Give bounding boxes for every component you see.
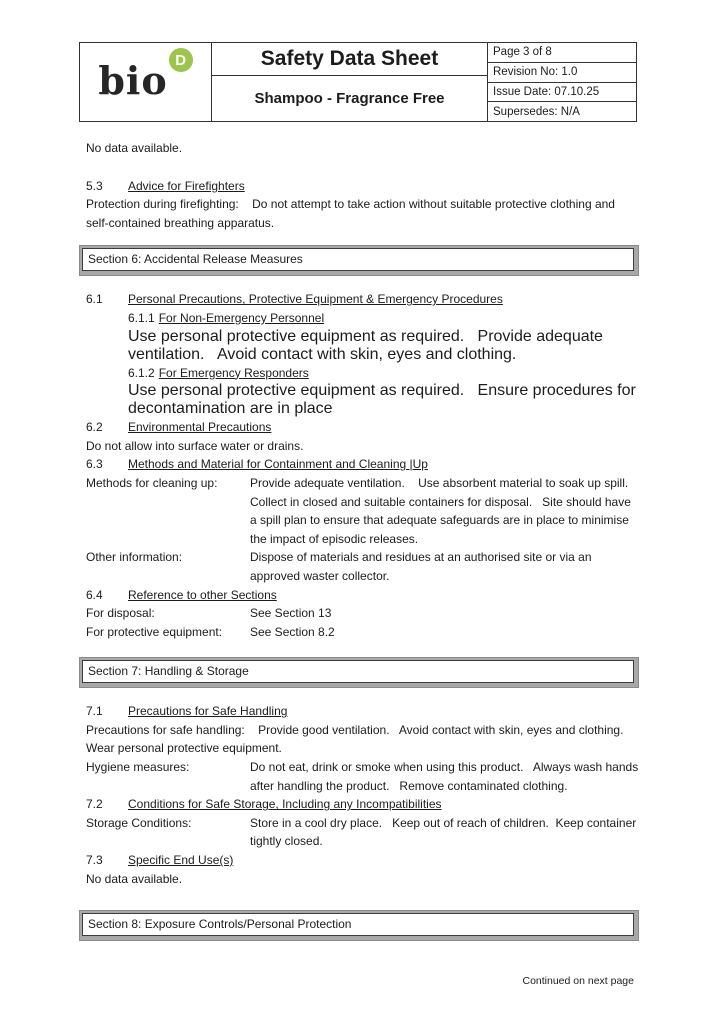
bio-d-logo bbox=[98, 48, 192, 103]
section-6-header-bar bbox=[79, 245, 639, 276]
heading-title: Reference to other Sections bbox=[128, 587, 277, 602]
row-for-protective-equipment bbox=[86, 623, 639, 642]
heading-6-1-1 bbox=[128, 309, 639, 328]
row-other-information bbox=[86, 548, 639, 585]
heading-6-2 bbox=[86, 418, 639, 437]
paragraph-emergency-responders: Use personal protective equipment as required. Ensure procedures for decontamination are in place bbox=[128, 382, 641, 418]
row-value: Do not eat, drink or smoke when using this product. Always wash hands after handling the product. Remove contaminated clothing. bbox=[250, 760, 642, 793]
heading-number: 6.3 bbox=[86, 457, 103, 472]
heading-7-2 bbox=[86, 795, 639, 814]
section-8-header-bar bbox=[79, 910, 639, 941]
heading-title: Advice for Firefighters bbox=[128, 178, 245, 193]
row-methods-cleaning bbox=[86, 474, 639, 548]
header-table bbox=[79, 42, 637, 122]
paragraph-firefighting: Protection during firefighting: Do not attempt to take action without suitable protective clothing and self-contained breathing apparatus. bbox=[86, 197, 619, 230]
heading-number: 7.1 bbox=[86, 704, 103, 719]
logo-cell bbox=[80, 43, 212, 121]
subheading-title: For Emergency Responders bbox=[158, 365, 309, 380]
heading-number: 6.4 bbox=[86, 587, 103, 602]
subheading-number: 6.1.1 bbox=[128, 310, 155, 325]
row-value: See Section 13 bbox=[250, 606, 332, 621]
heading-title: Precautions for Safe Handling bbox=[128, 704, 288, 719]
continued-note: Continued on next page bbox=[522, 975, 634, 988]
row-for-disposal bbox=[86, 604, 639, 623]
no-data-text: No data available. bbox=[86, 871, 183, 886]
section-6-header-text: Section 6: Accidental Release Measures bbox=[82, 248, 634, 271]
row-storage-conditions bbox=[86, 814, 639, 851]
no-data-text: No data available. bbox=[86, 141, 183, 155]
supersedes: Supersedes: N/A bbox=[493, 105, 580, 118]
row-label: Storage Conditions: bbox=[86, 815, 192, 830]
page-number: Page 3 of 8 bbox=[488, 43, 636, 63]
heading-number: 6.2 bbox=[86, 420, 103, 435]
paragraph-non-emergency: Use personal protective equipment as required. Provide adequate ventilation. Avoid contact with skin, eyes and clothing. bbox=[128, 327, 608, 363]
header-meta-cell bbox=[488, 43, 636, 121]
heading-6-4 bbox=[86, 586, 639, 605]
row-label: For protective equipment: bbox=[86, 624, 223, 639]
heading-number: 7.3 bbox=[86, 853, 103, 868]
header-title-cell bbox=[212, 43, 488, 121]
section-7-header-bar bbox=[79, 657, 639, 688]
heading-title: Specific End Use(s) bbox=[128, 853, 234, 868]
row-value: Store in a cool dry place. Keep out of reach of children. Keep container tightly closed. bbox=[250, 815, 640, 849]
heading-title: Personal Precautions, Protective Equipment & Emergency Procedures bbox=[128, 292, 503, 307]
logo-text: bio bbox=[98, 58, 168, 103]
row-label: Hygiene measures: bbox=[86, 760, 190, 775]
subheading-number: 6.1.2 bbox=[128, 365, 155, 380]
row-hygiene-measures bbox=[86, 758, 642, 795]
row-label: For disposal: bbox=[86, 606, 155, 621]
heading-6-1 bbox=[86, 290, 639, 309]
heading-6-3 bbox=[86, 455, 639, 474]
revision-number: Revision No: 1.0 bbox=[488, 63, 636, 83]
section-7-header-text: Section 7: Handling & Storage bbox=[82, 660, 634, 683]
row-value: Provide adequate ventilation. Use absorbent material to soak up spill. Collect in closed and suitable containers for disposal. Site should have a spill plan to ensure that adequate safeguards are in place to minimise the impact of episodic releases. bbox=[250, 475, 635, 546]
row-value: See Section 8.2 bbox=[250, 624, 335, 639]
heading-title: Environmental Precautions bbox=[128, 420, 272, 435]
document-title: Safety Data Sheet bbox=[212, 43, 487, 76]
section-8-header-text: Section 8: Exposure Controls/Personal Protection bbox=[82, 913, 634, 936]
heading-number: 7.2 bbox=[86, 797, 103, 812]
row-value: Dispose of materials and residues at an authorised site or via an approved waster collector. bbox=[250, 550, 595, 583]
heading-number: 6.1 bbox=[86, 292, 103, 307]
heading-7-1 bbox=[86, 702, 639, 721]
heading-6-1-2 bbox=[128, 364, 639, 383]
subheading-title: For Non-Emergency Personnel bbox=[158, 310, 325, 325]
paragraph-safe-handling: Precautions for safe handling: Provide good ventilation. Avoid contact with skin, eyes and clothing. Wear personal protective equipment. bbox=[86, 722, 631, 756]
paragraph-environmental: Do not allow into surface water or drains. bbox=[86, 438, 304, 453]
heading-title: Methods and Material for Containment and Cleaning |Up bbox=[128, 457, 428, 472]
row-label: Other information: bbox=[86, 550, 183, 565]
issue-date: Issue Date: 07.10.25 bbox=[488, 83, 636, 103]
heading-5-3 bbox=[86, 177, 639, 196]
row-label: Methods for cleaning up: bbox=[86, 475, 218, 490]
page-content bbox=[79, 0, 642, 988]
heading-7-3 bbox=[86, 851, 639, 870]
heading-number: 5.3 bbox=[86, 178, 103, 193]
heading-title: Conditions for Safe Storage, Including any Incompatibilities bbox=[128, 797, 442, 812]
product-name: Shampoo - Fragrance Free bbox=[254, 90, 445, 107]
logo-d-badge-icon: D bbox=[169, 48, 193, 72]
